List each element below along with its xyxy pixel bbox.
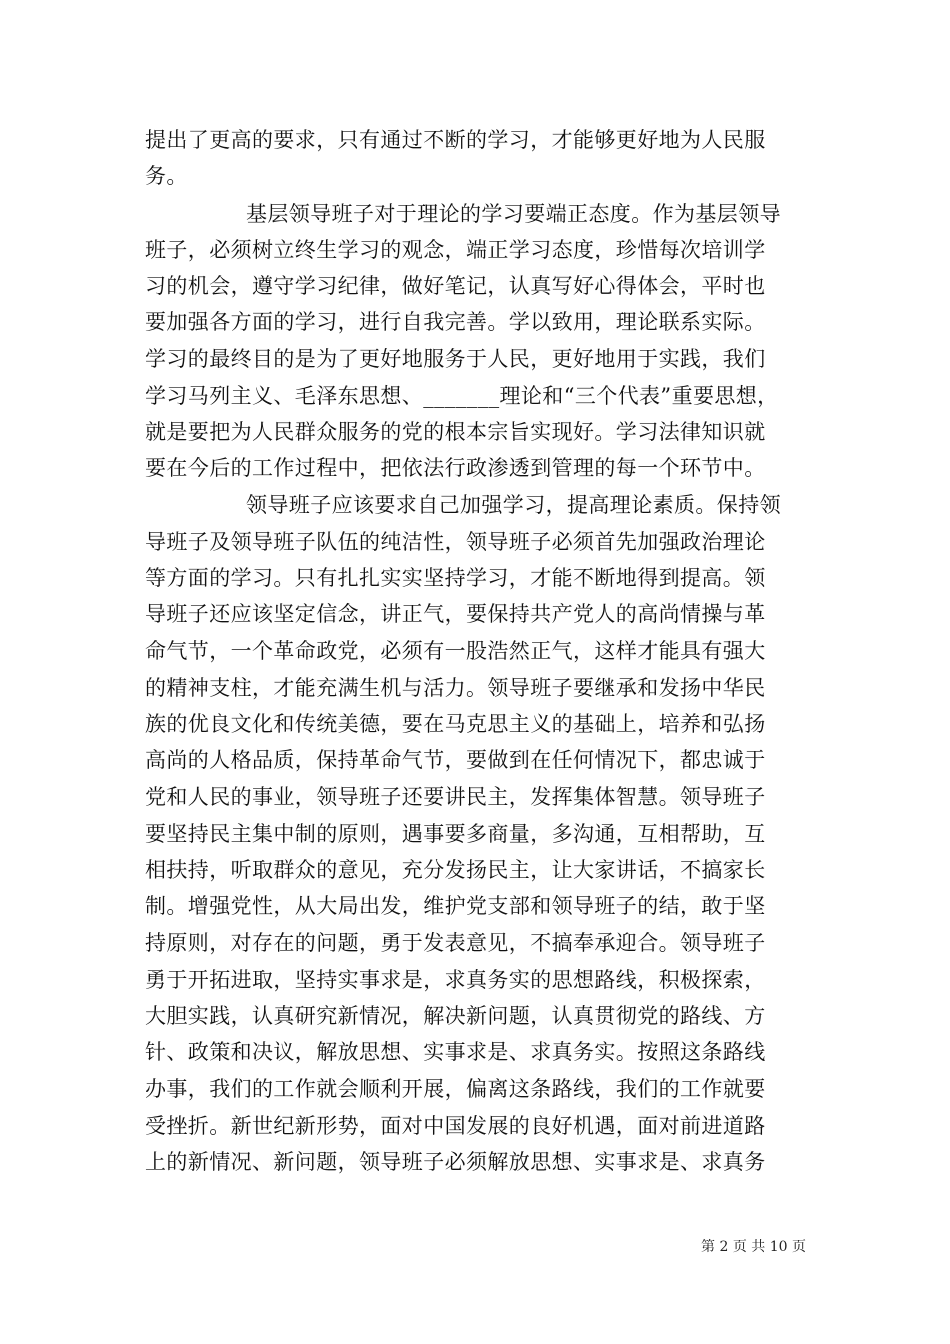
text-line: 班子，必须树立终生学习的观念，端正学习态度，珍惜每次培训学 <box>145 238 766 262</box>
text-line: 高尚的人格品质，保持革命气节，要做到在任何情况下，都忠诚于 <box>145 748 766 772</box>
text-line: 持原则，对存在的问题，勇于发表意见，不搞奉承迎合。领导班子 <box>145 931 766 955</box>
text-line: 命气节，一个革命政党，必须有一股浩然正气，这样才能具有强大 <box>145 639 766 663</box>
text-line: 党和人民的事业，领导班子还要讲民主，发挥集体智慧。领导班子 <box>145 785 766 809</box>
text-line: 导班子及领导班子队伍的纯洁性，领导班子必须首先加强政治理论 <box>145 530 766 554</box>
text-line: 要加强各方面的学习，进行自我完善。学以致用，理论联系实际。 <box>145 310 766 334</box>
text-line: 办事，我们的工作就会顺利开展，偏离这条路线，我们的工作就要 <box>145 1077 766 1101</box>
paragraph-start: 基层领导班子对于理论的学习要端正态度。作为基层领导 <box>246 202 781 226</box>
paragraph-start: 领导班子应该要求自己加强学习，提高理论素质。保持领 <box>246 493 781 517</box>
text-line: 学习的最终目的是为了更好地服务于人民，更好地用于实践，我们 <box>145 347 766 371</box>
text-line: 务。 <box>145 164 188 188</box>
text-line: 就是要把为人民群众服务的党的根本宗旨实现好。学习法律知识就 <box>145 420 766 444</box>
text-line: 针、政策和决议，解放思想、实事求是、求真务实。按照这条路线 <box>145 1040 766 1064</box>
text-line: 族的优良文化和传统美德，要在马克思主义的基础上，培养和弘扬 <box>145 712 766 736</box>
text-line: 要坚持民主集中制的原则，遇事要多商量，多沟通，互相帮助，互 <box>145 822 766 846</box>
page-number-footer: 第 2 页 共 10 页 <box>701 1239 806 1255</box>
text-line: 制。增强党性，从大局出发，维护党支部和领导班子的结，敢于坚 <box>145 894 766 918</box>
text-line: 勇于开拓进取，坚持实事求是，求真务实的思想路线，积极探索， <box>145 968 766 992</box>
text-line: 相扶持，听取群众的意见，充分发扬民主，让大家讲话，不搞家长 <box>145 858 766 882</box>
text-line: 提出了更高的要求，只有通过不断的学习，才能够更好地为人民服 <box>145 128 766 152</box>
text-line: 的精神支柱，才能充满生机与活力。领导班子要继承和发扬中华民 <box>145 676 766 700</box>
text-line: 等方面的学习。只有扎扎实实坚持学习，才能不断地得到提高。领 <box>145 566 766 590</box>
text-line: 受挫折。新世纪新形势，面对中国发展的良好机遇，面对前进道路 <box>145 1114 766 1138</box>
text-line: 上的新情况、新问题，领导班子必须解放思想、实事求是、求真务 <box>145 1150 766 1174</box>
text-line: 大胆实践，认真研究新情况，解决新问题，认真贯彻党的路线、方 <box>145 1004 766 1028</box>
text-line: 要在今后的工作过程中，把依法行政渗透到管理的每一个环节中。 <box>145 456 766 480</box>
text-line: 导班子还应该坚定信念，讲正气，要保持共产党人的高尚情操与革 <box>145 602 766 626</box>
text-line: 学习马列主义、毛泽东思想、_______理论和“三个代表”重要思想， <box>145 384 779 408</box>
text-line: 习的机会，遵守学习纪律，做好笔记，认真写好心得体会，平时也 <box>145 274 766 298</box>
